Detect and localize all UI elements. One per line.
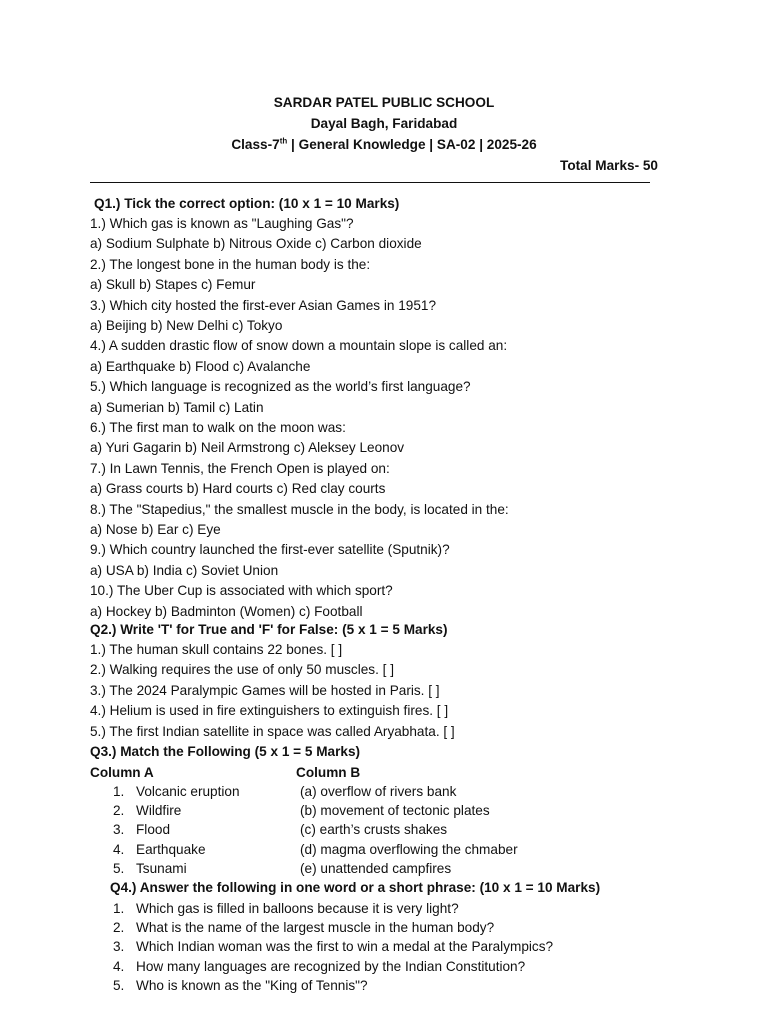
column-b-item: (a) overflow of rivers bank: [300, 784, 457, 799]
question-text: 4.) A sudden drastic flow of snow down a mountain slope is called an:: [90, 338, 508, 353]
question-number: 4.: [113, 959, 125, 974]
answer-options: a) Yuri Gagarin b) Neil Armstrong c) Aleksey Leonov: [90, 440, 405, 455]
q4-heading: Q4.) Answer the following in one word or a short phrase: (10 x 1 = 10 Marks): [110, 880, 601, 895]
answer-options: a) Nose b) Ear c) Eye: [90, 522, 221, 537]
answer-options: a) USA b) India c) Soviet Union: [90, 563, 279, 578]
q3-heading: Q3.) Match the Following (5 x 1 = 5 Marks): [90, 744, 361, 759]
question-text: 10.) The Uber Cup is associated with which sport?: [90, 583, 393, 598]
answer-options: a) Grass courts b) Hard courts c) Red clay courts: [90, 481, 386, 496]
question-text: Who is known as the "King of Tennis"?: [136, 978, 368, 993]
true-false-statement: 5.) The first Indian satellite in space was called Aryabhata. [ ]: [90, 724, 455, 739]
question-number: 3.: [113, 939, 125, 954]
answer-options: a) Beijing b) New Delhi c) Tokyo: [90, 318, 283, 333]
true-false-statement: 2.) Walking requires the use of only 50 muscles. [ ]: [90, 662, 394, 677]
question-text: 2.) The longest bone in the human body is the:: [90, 257, 371, 272]
answer-options: a) Hockey b) Badminton (Women) c) Football: [90, 604, 363, 619]
exam-info: [0, 136, 768, 154]
total-marks: Total Marks- 50: [560, 158, 658, 173]
row-number: 5.: [113, 861, 125, 876]
question-text: What is the name of the largest muscle in the human body?: [136, 920, 495, 935]
question-text: Which gas is filled in balloons because it is very light?: [136, 901, 459, 916]
column-b-item: (d) magma overflowing the chmaber: [300, 842, 518, 857]
column-a-item: Flood: [136, 822, 171, 837]
row-number: 1.: [113, 784, 125, 799]
row-number: 2.: [113, 803, 125, 818]
column-b-header: Column B: [296, 765, 361, 780]
exam-details: | General Knowledge | SA-02 | 2025-26: [287, 137, 537, 152]
true-false-statement: 1.) The human skull contains 22 bones. [ ]: [90, 642, 343, 657]
class-superscript: th: [279, 136, 288, 146]
row-number: 4.: [113, 842, 125, 857]
question-text: 3.) Which city hosted the first-ever Asian Games in 1951?: [90, 298, 437, 313]
column-a-item: Volcanic eruption: [136, 784, 240, 799]
question-text: 8.) The "Stapedius," the smallest muscle in the body, is located in the:: [90, 502, 509, 517]
question-text: Which Indian woman was the first to win a medal at the Paralympics?: [136, 939, 554, 954]
q1-heading: Q1.) Tick the correct option: (10 x 1 = 10 Marks): [94, 196, 400, 211]
question-text: 1.) Which gas is known as "Laughing Gas"?: [90, 216, 354, 231]
question-text: 7.) In Lawn Tennis, the French Open is played on:: [90, 461, 390, 476]
question-text: 9.) Which country launched the first-ever satellite (Sputnik)?: [90, 542, 450, 557]
row-number: 3.: [113, 822, 125, 837]
question-number: 2.: [113, 920, 125, 935]
question-text: 6.) The first man to walk on the moon was:: [90, 420, 346, 435]
column-b-item: (c) earth’s crusts shakes: [300, 822, 448, 837]
q2-heading: Q2.) Write 'T' for True and 'F' for False: (5 x 1 = 5 Marks): [90, 622, 448, 637]
question-text: 5.) Which language is recognized as the world’s first language?: [90, 379, 471, 394]
column-a-item: Earthquake: [136, 842, 206, 857]
question-number: 5.: [113, 978, 125, 993]
column-b-item: (e) unattended campfires: [300, 861, 452, 876]
column-a-item: Wildfire: [136, 803, 182, 818]
class-label: Class-7: [231, 137, 280, 152]
column-b-item: (b) movement of tectonic plates: [300, 803, 490, 818]
answer-options: a) Earthquake b) Flood c) Avalanche: [90, 359, 311, 374]
true-false-statement: 3.) The 2024 Paralympic Games will be hosted in Paris. [ ]: [90, 683, 440, 698]
school-name: SARDAR PATEL PUBLIC SCHOOL: [273, 95, 495, 110]
question-number: 1.: [113, 901, 125, 916]
answer-options: a) Sodium Sulphate b) Nitrous Oxide c) Carbon dioxide: [90, 236, 422, 251]
answer-options: a) Sumerian b) Tamil c) Latin: [90, 400, 264, 415]
answer-options: a) Skull b) Stapes c) Femur: [90, 277, 256, 292]
column-a-item: Tsunami: [136, 861, 187, 876]
column-a-header: Column A: [90, 765, 154, 780]
question-text: How many languages are recognized by the Indian Constitution?: [136, 959, 526, 974]
school-location: Dayal Bagh, Faridabad: [310, 116, 458, 131]
true-false-statement: 4.) Helium is used in fire extinguishers to extinguish fires. [ ]: [90, 703, 449, 718]
header-divider: [90, 182, 650, 183]
